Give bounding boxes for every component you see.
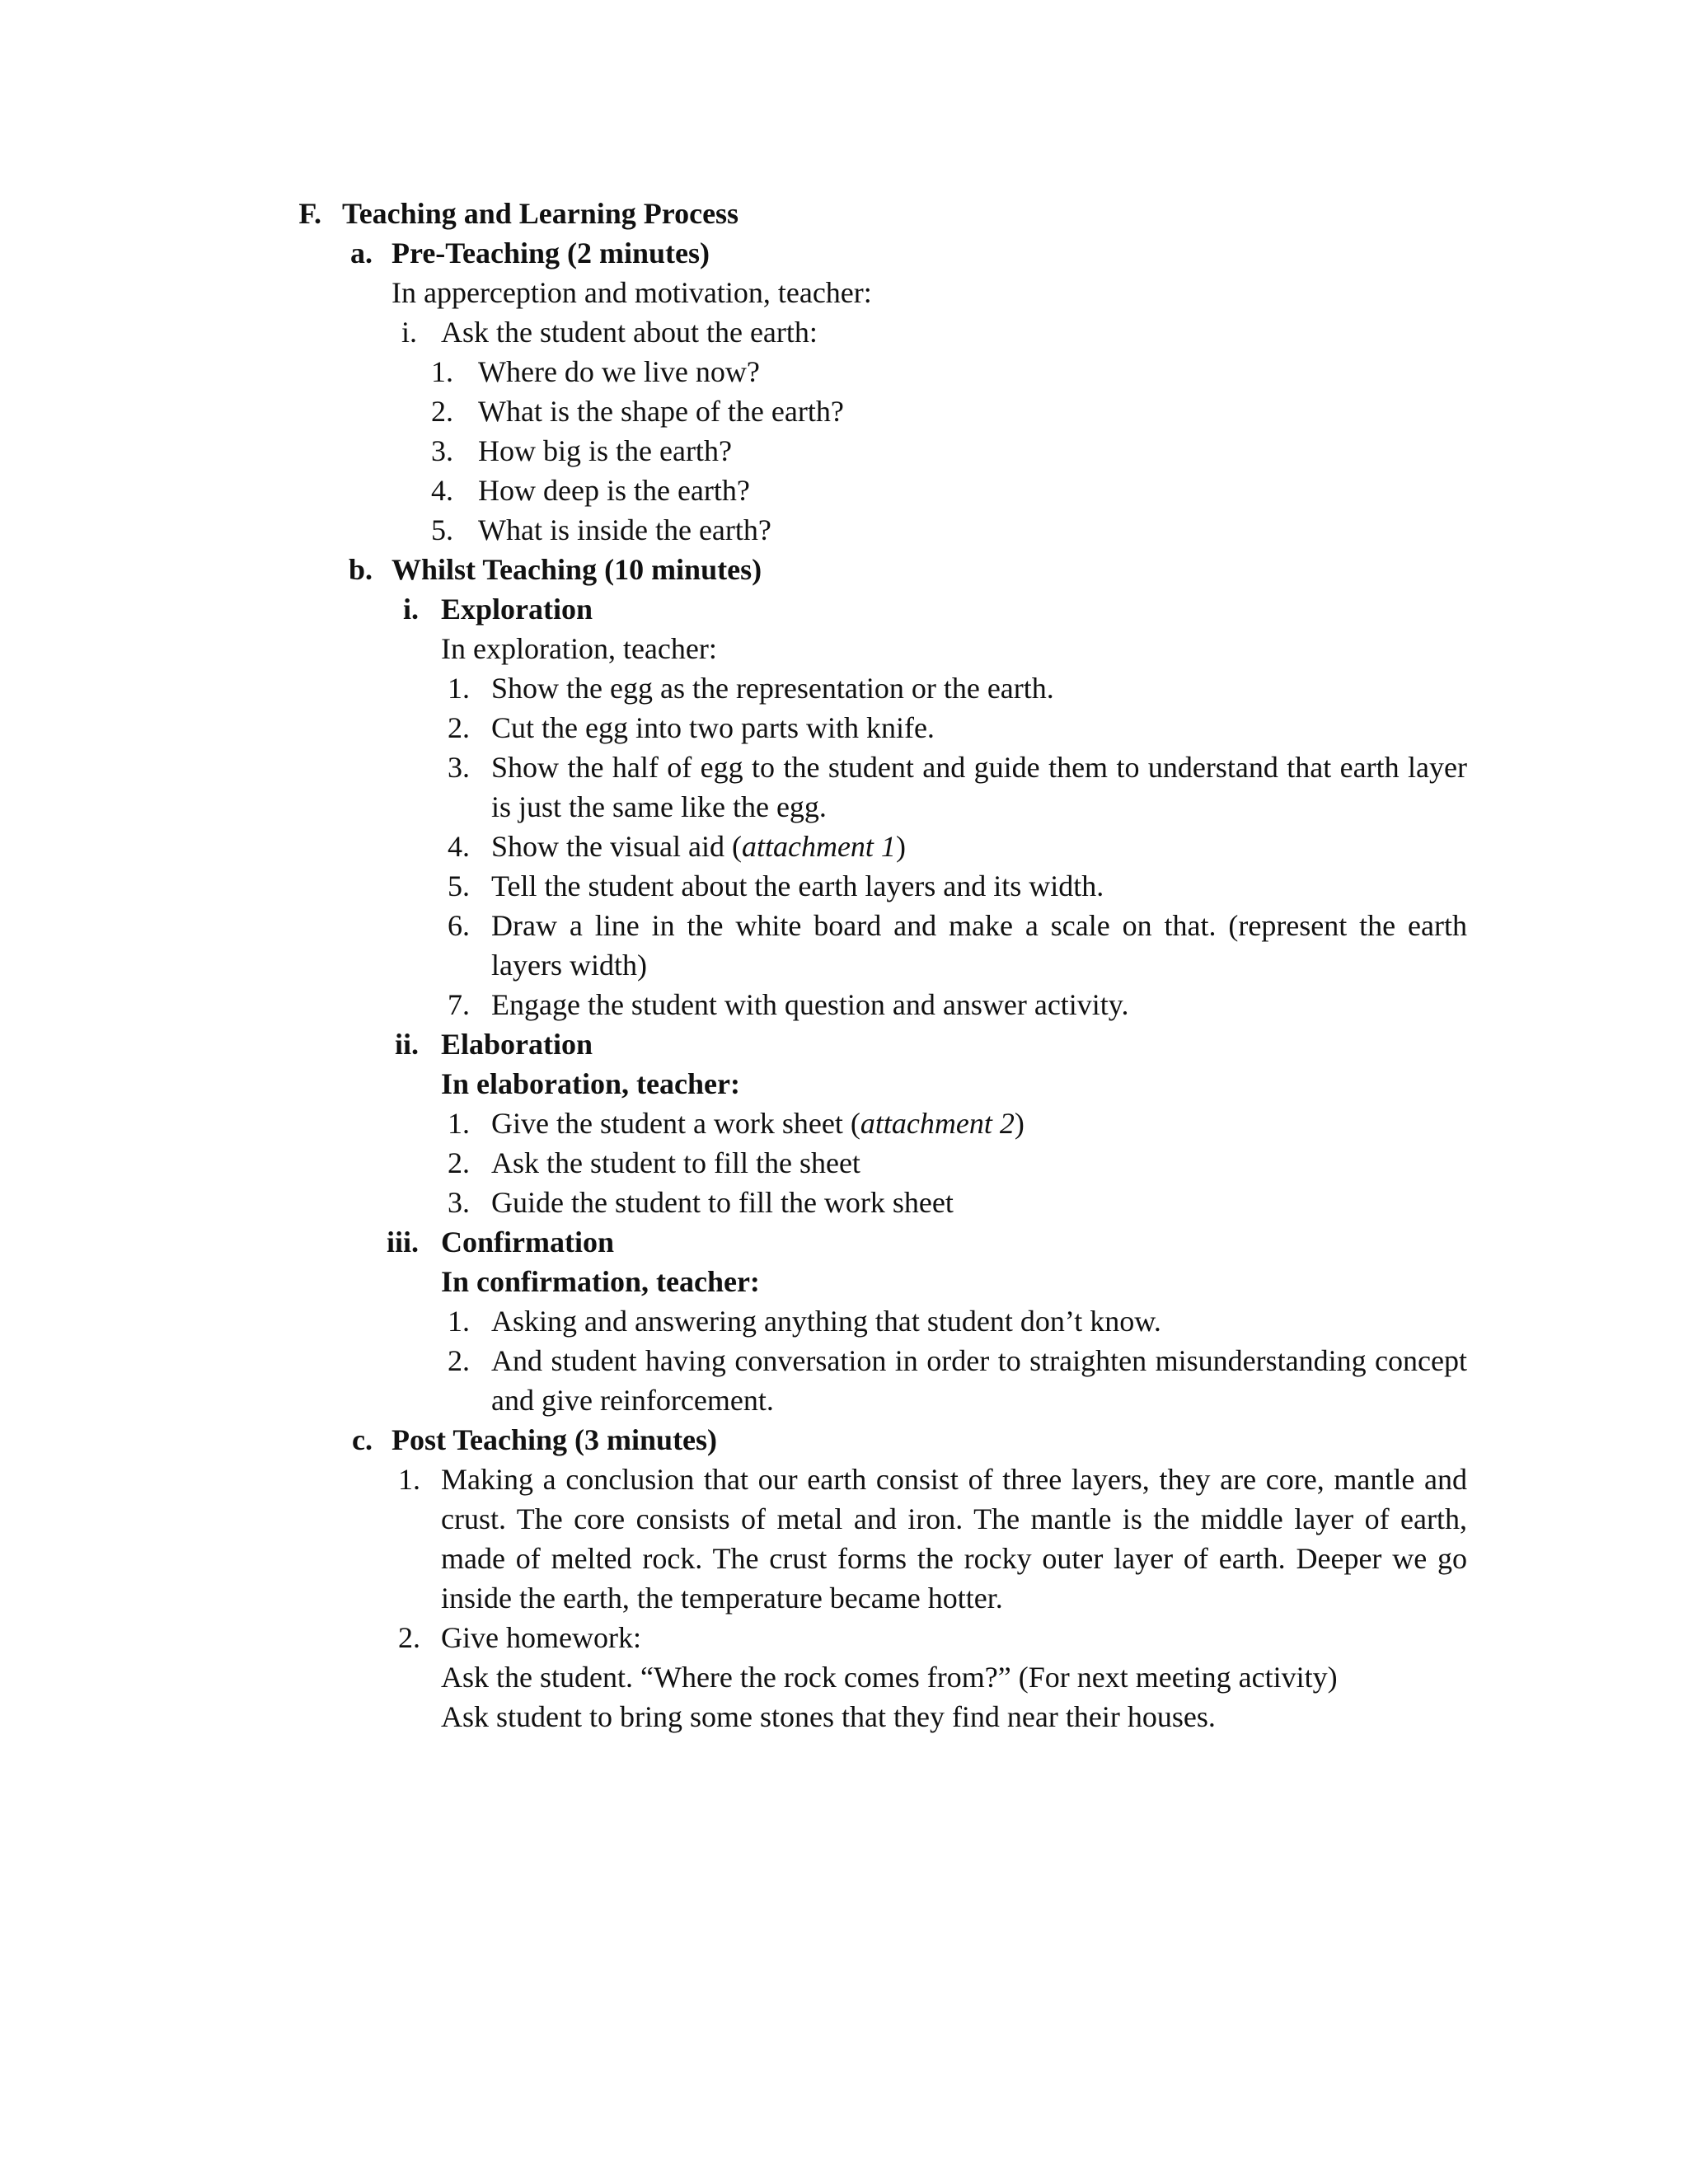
- elaboration-marker: ii.: [394, 1028, 419, 1061]
- whilst-teaching-marker: b.: [348, 553, 373, 586]
- attachment-reference: attachment 2: [860, 1107, 1015, 1140]
- document-page: F. Teaching and Learning Process a. Pre-Teaching (2 minutes) In apperception and motivation, teacher: i. Ask the student about the earth: 1. Where do we live now? 2. What is the shape of the earth? 3. How big is the earth? 4. How deep is the earth? 5. What is inside the earth? b. Whilst Teaching (10 minutes) i. Exploration In exploration, teacher: 1. Show the egg as the representation or the earth. 2. Cut the egg into two parts with knife. 3. Show the half of egg to the student and guide them to understand that earth layer is just the same like the egg. 4. Show the visual aid (attachment 1) 5. Tell the student about the earth layers and its width. 6. Draw a line in the white board and make a scale on that. (represent the earth layers width) 7. Engage the student with question and answer activity. ii. Elaboration In elaboration, teacher: 1. Give the student a work sheet (attachment 2) 2. Ask the student to fill the sheet 3. Guide the student to fill the work sheet iii. Confirmation In confirmation, teacher: 1. Asking and answering anything that student don’t know. 2. And student having conversation in order to straighten misunderstanding concept and give reinforcement. c. Post Teaching (3 minutes) 1. Making a conclusion that our earth consist of three layers, they are core, mantle and crust. The core consists of metal and iron. The mantle is the middle layer of earth, made of melted rock. The crust forms the rocky outer layer of earth. Deeper we go inside the earth, the temperature became hotter. 2. Give homework: Ask the student. “Where the rock comes from?” (For next meeting activity) Ask student to bring some stones that they find near their houses.: [0, 0, 1688, 2184]
- exploration-marker: i.: [402, 593, 419, 626]
- section-marker: F.: [298, 197, 321, 230]
- whilst-teaching-title: Whilst Teaching (10 minutes): [392, 553, 762, 586]
- attachment-reference: attachment 1: [741, 830, 896, 863]
- confirmation-title: Confirmation: [441, 1226, 614, 1258]
- step-text: Ask the student about the earth:: [441, 316, 818, 349]
- post-teaching-title: Post Teaching (3 minutes): [392, 1423, 718, 1456]
- step-marker: i.: [401, 316, 417, 349]
- confirmation-marker: iii.: [386, 1226, 419, 1258]
- post-teaching-marker: c.: [352, 1423, 373, 1456]
- pre-teaching-marker: a.: [350, 237, 373, 269]
- pre-teaching-title: Pre-Teaching (2 minutes): [392, 237, 710, 269]
- section-title: Teaching and Learning Process: [342, 197, 739, 230]
- exploration-title: Exploration: [441, 593, 593, 626]
- elaboration-title: Elaboration: [441, 1028, 593, 1061]
